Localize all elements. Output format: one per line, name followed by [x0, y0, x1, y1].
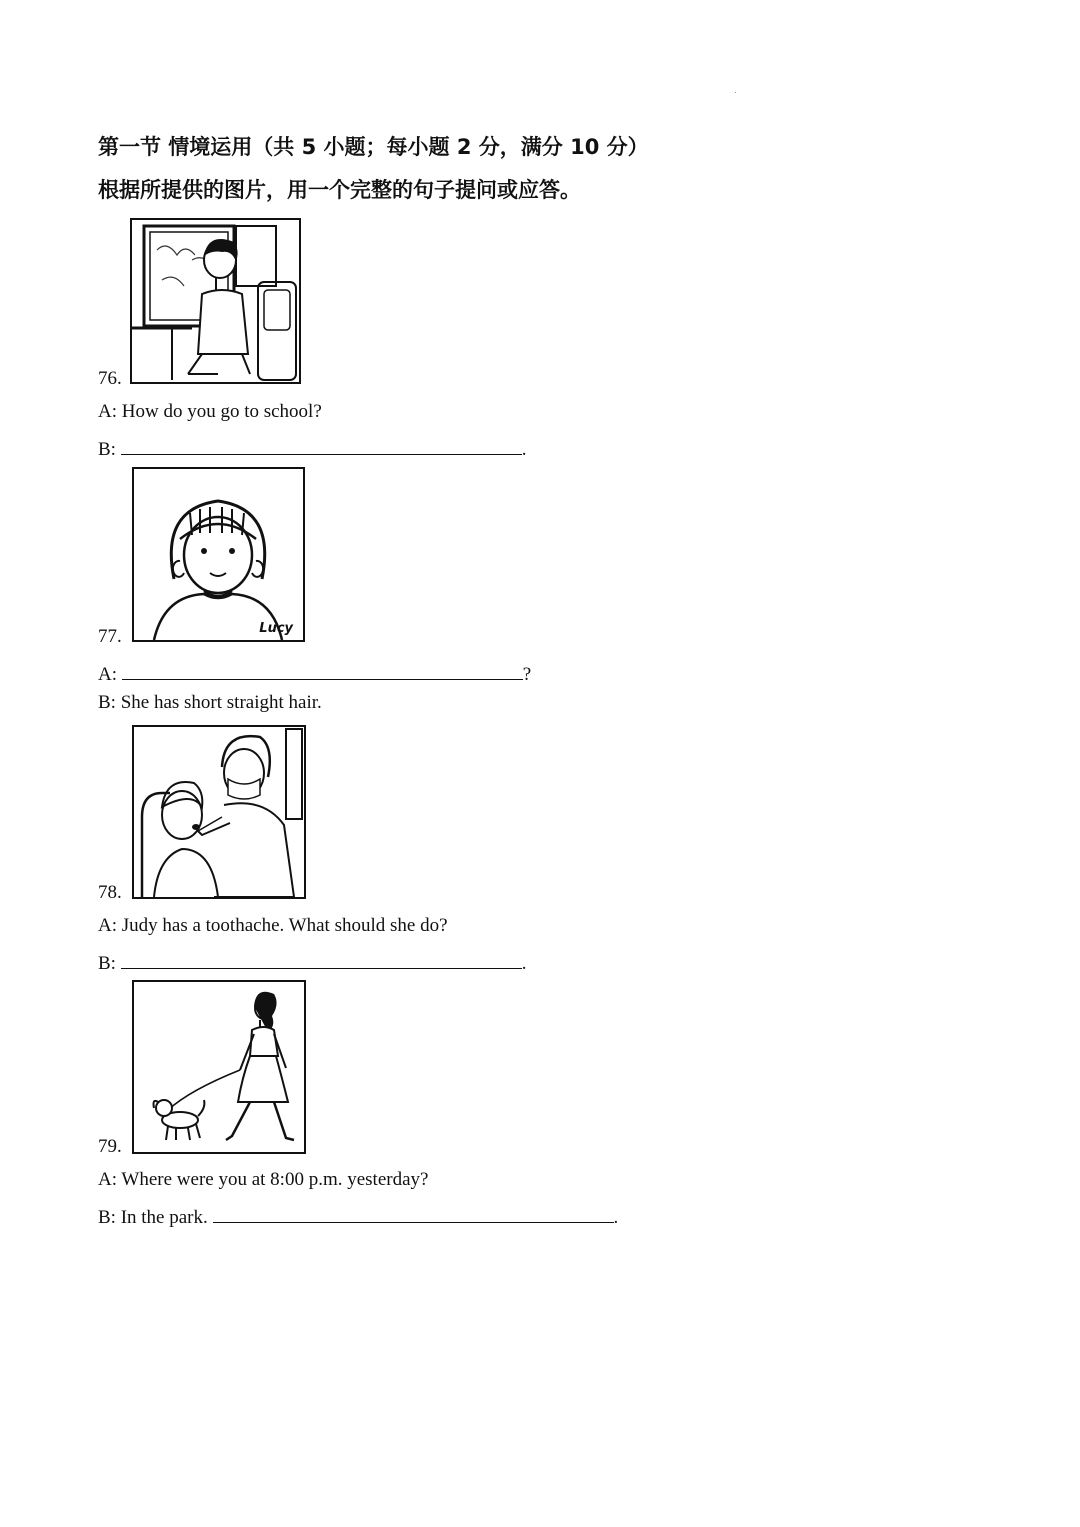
answer-prefix: B: [98, 439, 121, 460]
boy-on-bus-icon [130, 218, 301, 384]
question-78-answer-line [98, 948, 526, 975]
question-end: ? [522, 664, 532, 685]
answer-end: . [613, 1207, 619, 1228]
dentist-visit-icon [132, 725, 306, 899]
woman-walking-dog-icon [132, 980, 306, 1154]
girl-portrait-icon [132, 467, 305, 642]
answer-blank[interactable] [121, 948, 522, 969]
section-instruction: 根据所提供的图片，用一个完整的句子提问或应答。 [98, 178, 581, 202]
lucy-label: Lucy [259, 621, 293, 636]
answer-end: . [521, 439, 527, 460]
question-79-question: A: Where were you at 8:00 p.m. yesterday? [98, 1169, 429, 1190]
answer-end: . [521, 953, 527, 974]
question-77-question-line [98, 659, 531, 686]
question-76-question: A: How do you go to school? [98, 401, 322, 422]
question-77-answer: B: She has short straight hair. [98, 692, 322, 713]
question-76-answer-line [98, 434, 526, 461]
question-79-answer-line [98, 1202, 618, 1229]
section-title: 第一节 情境运用（共 5 小题；每小题 2 分，满分 10 分） [98, 135, 649, 159]
answer-blank[interactable] [121, 434, 522, 455]
page-speck [735, 92, 736, 93]
question-78-number: 78. [98, 882, 122, 903]
question-blank[interactable] [122, 659, 523, 680]
answer-blank[interactable] [213, 1202, 614, 1223]
question-79-number: 79. [98, 1136, 122, 1157]
question-76-number: 76. [98, 368, 122, 389]
question-77-number: 77. [98, 626, 122, 647]
question-prefix: A: [98, 664, 122, 685]
question-78-question: A: Judy has a toothache. What should she do? [98, 915, 448, 936]
answer-prefix: B: [98, 953, 121, 974]
answer-prefix: B: In the park. [98, 1207, 213, 1228]
